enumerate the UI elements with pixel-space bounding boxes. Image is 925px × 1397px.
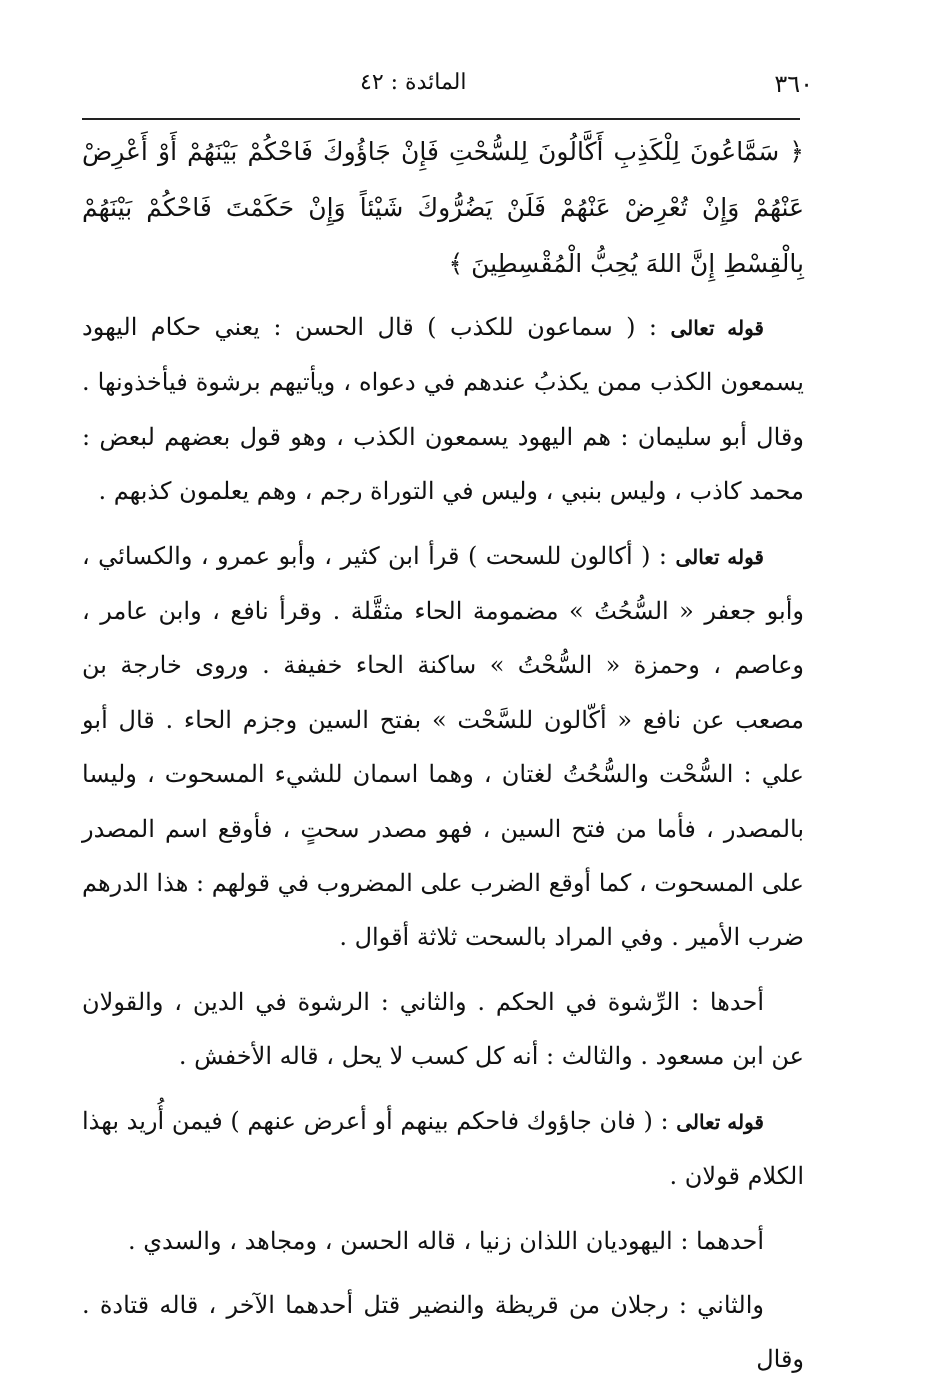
quran-verse: ﴿ سَمَّاعُونَ لِلْكَذِبِ أَكَّالُونَ لِلسُّحْتِ فَإِنْ جَاؤُوكَ فَاحْكُمْ بَيْنَهُمْ أَوْ أَعْرِضْ عَنْهُمْ وَإِنْ تُعْرِضْ عَنْهُمْ فَلَنْ يَضُرُّوكَ شَيْئاً وَإِنْ حَكَمْتَ فَاحْكُمْ بَيْنَهُمْ بِالْقِسْطِ إِنَّ اللهَ يُحِبُّ الْمُقْسِطِينَ ﴾ [82, 137, 804, 278]
paragraph [82, 300, 804, 519]
paragraph-text: : ( سماعون للكذب ) قال الحسن : يعني حكام اليهود يسمعون الكذب ممن يكذبُ عندهم في دعواه ، ويأتيهم برشوة فيأخذونها . وقال أبو سليمان : هم اليهود يسمعون الكذب ، وهو قول بعضهم لبعض : محمد كاذب ، وليس بنبي ، وليس في التوراة رجم ، وهم يعلمون كذبهم . [82, 313, 804, 506]
paragraph [82, 1278, 804, 1387]
paragraph [82, 975, 804, 1084]
paragraph-label: قوله تعالى [675, 544, 764, 569]
paragraph [82, 1214, 804, 1268]
paragraph [82, 1094, 804, 1204]
paragraph-text: : ( أكالون للسحت ) قرأ ابن كثير ، وأبو عمرو ، والكسائي ، وأبو جعفر « السُّحُتُ » مضمومة الحاء مثقَّلة . وقرأ نافع ، وابن عامر ، وعاصم ، وحمزة « السُّحْتُ » ساكنة الحاء خفيفة . وروى خارجة بن مصعب عن نافع « أكّالون للسَّحْت » بفتح السين وجزم الحاء . قال أبو علي : السُّحْت والسُّحُتُ لغتان ، وهما اسمان للشيء المسحوت ، وليسا بالمصدر ، فأما من فتح السين ، فهو مصدر سحتٍ ، فأوقع اسم المصدر على المسحوت ، كما أوقع الضرب على المضروب في قولهم : هذا الدرهم ضرب الأمير . وفي المراد بالسحت ثلاثة أقوال . [82, 541, 804, 952]
running-title: المائدة : ٤٢ [360, 70, 467, 95]
page-header [0, 0, 925, 120]
header-rule [82, 118, 800, 120]
page-body [82, 124, 804, 1397]
paragraph-text: والثاني : رجلان من قريظة والنضير قتل أحدهما الآخر ، قاله قتادة . وقال [82, 1290, 804, 1374]
paragraph [82, 529, 804, 965]
paragraph-label: قوله تعالى [676, 1109, 764, 1134]
page-number: ٣٦٠ [774, 70, 813, 98]
paragraph-label: قوله تعالى [670, 316, 764, 340]
paragraph-text: أحدهما : اليهوديان اللذان زنيا ، قاله الحسن ، ومجاهد ، والسدي . [127, 1226, 764, 1255]
paragraph-text: : ( فان جاؤوك فاحكم بينهم أو أعرض عنهم ) فيمن أُريد بهذا الكلام قولان . [82, 1106, 804, 1191]
paragraph-text: أحدها : الرِّشوة في الحكم . والثاني : الرشوة في الدين ، والقولان عن ابن مسعود . والثالث : أنه كل كسب لا يحل ، قاله الأخفش . [82, 987, 804, 1071]
